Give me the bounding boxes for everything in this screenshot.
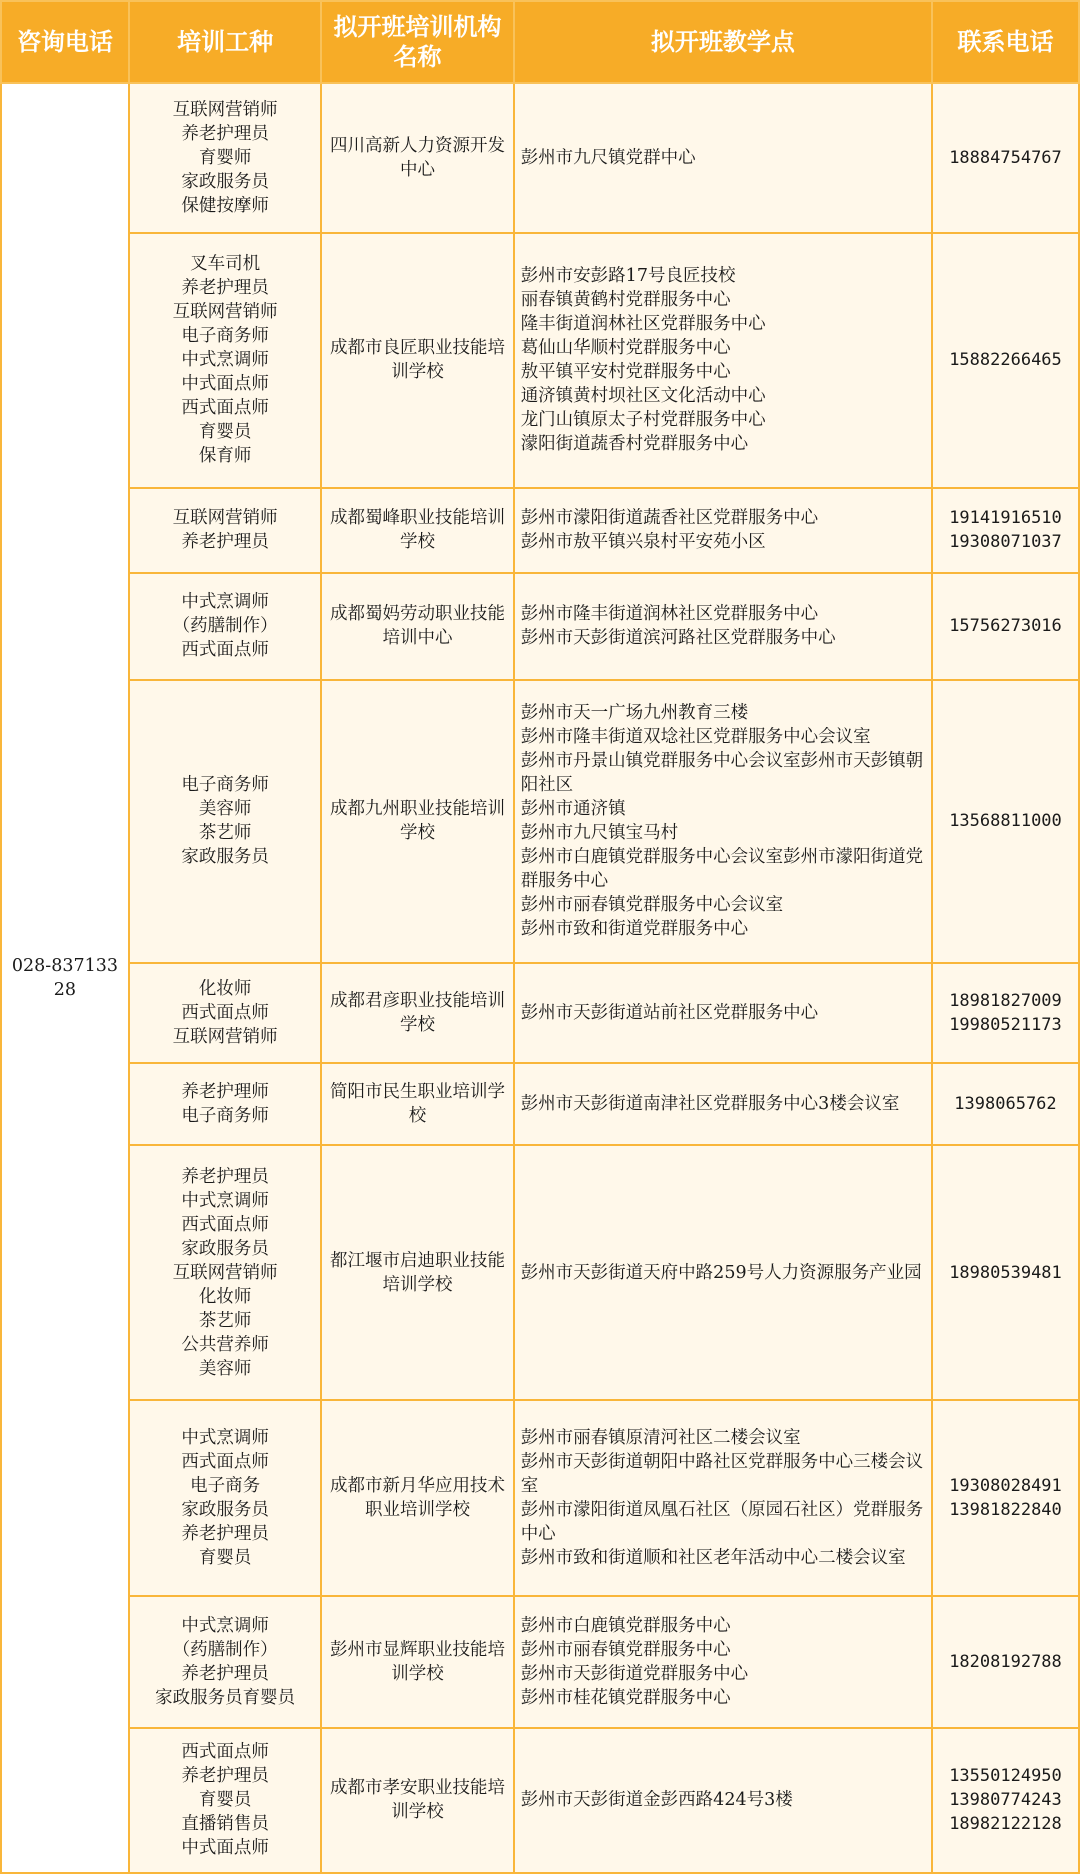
contact-phone: 18982122128 — [949, 1814, 1062, 1835]
trade-name: 养老护理员 — [181, 1663, 269, 1684]
trade-name: 茶艺师 — [198, 1310, 252, 1331]
site-address: 彭州市天彭街道朝阳中路社区党群服务中心三楼会议室 — [520, 1451, 924, 1496]
trade-name: 育婴师 — [198, 147, 252, 168]
table-row — [1, 233, 1079, 488]
header-org: 拟开班培训机构名称 — [321, 1, 513, 83]
trade-name: 互联网营销师 — [172, 508, 278, 529]
table-row — [1, 573, 1079, 679]
site-address: 彭州市天一广场九州教育三楼 — [520, 703, 749, 724]
trade-name: 互联网营销师 — [172, 1262, 278, 1283]
site-address: 彭州市丽春镇党群服务中心会议室 — [520, 895, 784, 916]
phone-cell — [932, 963, 1079, 1064]
header-trade: 培训工种 — [129, 1, 321, 83]
phone-cell — [932, 1596, 1079, 1728]
trade-cell — [129, 488, 321, 573]
trade-name: 中式烹调师 — [181, 1427, 269, 1448]
trade-name: 电子商务师 — [181, 326, 269, 347]
consult-phone: 028-83713328 — [11, 956, 118, 1000]
org-name: 彭州市显辉职业技能培训学校 — [321, 1596, 513, 1728]
trade-name: 家政服务员 — [181, 847, 269, 868]
trade-cell — [129, 233, 321, 488]
site-cell — [514, 963, 932, 1064]
trade-name: 公共营养师 — [181, 1334, 269, 1355]
trade-name: 中式烹调师 — [181, 592, 269, 613]
trade-cell — [129, 83, 321, 233]
site-address: 彭州市安彭路17号良匠技校 — [520, 266, 736, 287]
contact-phone: 19980521173 — [949, 1015, 1062, 1036]
trade-name: 西式面点师 — [181, 1451, 269, 1472]
site-address: 彭州市致和街道顺和社区老年活动中心二楼会议室 — [520, 1547, 906, 1568]
trade-name: 直播销售员 — [181, 1814, 269, 1835]
site-cell — [514, 83, 932, 233]
trade-name: 电子商务师 — [181, 1106, 269, 1127]
site-cell — [514, 680, 932, 963]
trade-name: 中式面点师 — [181, 374, 269, 395]
site-address: 彭州市敖平镇兴泉村平安苑小区 — [520, 532, 766, 553]
trade-name: （药膳制作） — [172, 1639, 278, 1660]
site-address: 彭州市致和街道党群服务中心 — [520, 919, 749, 940]
table-row — [1, 963, 1079, 1064]
header-site: 拟开班教学点 — [514, 1, 932, 83]
site-address: 彭州市通济镇 — [520, 799, 626, 820]
site-address: 丽春镇黄鹤村党群服务中心 — [520, 290, 731, 311]
trade-name: 育婴员 — [198, 1547, 252, 1568]
org-name: 成都市新月华应用技术职业培训学校 — [321, 1400, 513, 1595]
site-address: 彭州市天彭街道金彭西路424号3楼 — [520, 1790, 793, 1811]
phone-cell — [932, 1400, 1079, 1595]
org-name: 四川高新人力资源开发中心 — [321, 83, 513, 233]
contact-phone: 15756273016 — [949, 616, 1062, 637]
trade-name: 电子商务 — [190, 1475, 261, 1496]
site-cell — [514, 1728, 932, 1873]
site-cell — [514, 233, 932, 488]
trade-cell — [129, 1063, 321, 1145]
org-name: 成都君彦职业技能培训学校 — [321, 963, 513, 1064]
trade-name: 养老护理员 — [181, 532, 269, 553]
trade-name: 养老护理员 — [181, 278, 269, 299]
site-cell — [514, 1063, 932, 1145]
trade-name: 保健按摩师 — [181, 195, 269, 216]
site-cell — [514, 573, 932, 679]
site-cell — [514, 1596, 932, 1728]
trade-name: 化妆师 — [198, 979, 252, 1000]
site-address: 彭州市白鹿镇党群服务中心 — [520, 1615, 731, 1636]
trade-cell — [129, 680, 321, 963]
consult-phone-cell — [1, 83, 129, 1873]
contact-phone: 13980774243 — [949, 1790, 1062, 1811]
trade-name: 叉车司机 — [190, 254, 261, 275]
site-address: 彭州市隆丰街道润林社区党群服务中心 — [520, 604, 819, 625]
site-address: 彭州市九尺镇宝马村 — [520, 823, 679, 844]
phone-cell — [932, 1145, 1079, 1400]
trade-name: 西式面点师 — [181, 398, 269, 419]
table-row — [1, 680, 1079, 963]
trade-cell — [129, 573, 321, 679]
table-row — [1, 1145, 1079, 1400]
trade-cell — [129, 1400, 321, 1595]
trade-name: 茶艺师 — [198, 823, 252, 844]
trade-cell — [129, 963, 321, 1064]
trade-name: 美容师 — [198, 799, 252, 820]
site-address: 通济镇黄村坝社区文化活动中心 — [520, 386, 766, 407]
phone-cell — [932, 233, 1079, 488]
contact-phone: 18884754767 — [949, 147, 1062, 168]
table-body — [1, 83, 1079, 1873]
org-name: 成都市良匠职业技能培训学校 — [321, 233, 513, 488]
contact-phone: 15882266465 — [949, 350, 1062, 371]
site-address: 彭州市天彭街道滨河路社区党群服务中心 — [520, 628, 836, 649]
org-name: 成都市孝安职业技能培训学校 — [321, 1728, 513, 1873]
trade-name: 养老护理师 — [181, 1082, 269, 1103]
trade-name: 电子商务师 — [181, 775, 269, 796]
contact-phone: 19308028491 — [949, 1475, 1062, 1496]
contact-phone: 13981822840 — [949, 1499, 1062, 1520]
trade-name: 家政服务员育婴员 — [155, 1687, 296, 1708]
phone-cell — [932, 1063, 1079, 1145]
phone-cell — [932, 573, 1079, 679]
trade-name: 养老护理员 — [181, 123, 269, 144]
contact-phone: 1398065762 — [954, 1094, 1057, 1115]
org-name: 成都蜀峰职业技能培训学校 — [321, 488, 513, 573]
trade-name: （药膳制作） — [172, 616, 278, 637]
contact-phone: 18981827009 — [949, 991, 1062, 1012]
site-cell — [514, 1400, 932, 1595]
trade-name: 西式面点师 — [181, 1003, 269, 1024]
phone-cell — [932, 1728, 1079, 1873]
trade-cell — [129, 1728, 321, 1873]
trade-name: 互联网营销师 — [172, 1027, 278, 1048]
table-row — [1, 488, 1079, 573]
trade-name: 养老护理员 — [181, 1166, 269, 1187]
trade-name: 化妆师 — [198, 1286, 252, 1307]
phone-cell — [932, 680, 1079, 963]
header-row — [1, 1, 1079, 83]
site-address: 彭州市桂花镇党群服务中心 — [520, 1687, 731, 1708]
site-address: 葛仙山华顺村党群服务中心 — [520, 338, 731, 359]
site-address: 彭州市天彭街道天府中路259号人力资源服务产业园 — [520, 1262, 922, 1283]
site-cell — [514, 488, 932, 573]
trade-name: 西式面点师 — [181, 640, 269, 661]
header-phone: 联系电话 — [932, 1, 1079, 83]
trade-name: 西式面点师 — [181, 1214, 269, 1235]
site-address: 彭州市丹景山镇党群服务中心会议室彭州市天彭镇朝阳社区 — [520, 751, 924, 796]
trade-name: 西式面点师 — [181, 1742, 269, 1763]
site-address: 彭州市天彭街道站前社区党群服务中心 — [520, 1003, 819, 1024]
trade-name: 家政服务员 — [181, 1499, 269, 1520]
trade-name: 育婴员 — [198, 422, 252, 443]
org-name: 简阳市民生职业培训学校 — [321, 1063, 513, 1145]
trade-name: 中式面点师 — [181, 1838, 269, 1859]
contact-phone: 18208192788 — [949, 1651, 1062, 1672]
site-address: 彭州市白鹿镇党群服务中心会议室彭州市濛阳街道党群服务中心 — [520, 847, 924, 892]
trade-cell — [129, 1596, 321, 1728]
site-address: 彭州市天彭街道南津社区党群服务中心3楼会议室 — [520, 1094, 900, 1115]
contact-phone: 13550124950 — [949, 1766, 1062, 1787]
contact-phone: 19141916510 — [949, 508, 1062, 529]
trade-name: 家政服务员 — [181, 171, 269, 192]
site-address: 彭州市隆丰街道双埝社区党群服务中心会议室 — [520, 727, 871, 748]
site-address: 彭州市丽春镇原清河社区二楼会议室 — [520, 1427, 801, 1448]
trade-name: 中式烹调师 — [181, 1615, 269, 1636]
contact-phone: 19308071037 — [949, 532, 1062, 553]
trade-name: 中式烹调师 — [181, 1190, 269, 1211]
site-address: 濛阳街道蔬香村党群服务中心 — [520, 434, 749, 455]
table-row — [1, 83, 1079, 233]
phone-cell — [932, 83, 1079, 233]
org-name: 都江堰市启迪职业技能培训学校 — [321, 1145, 513, 1400]
site-address: 彭州市濛阳街道凤凰石社区（原园石社区）党群服务中心 — [520, 1499, 924, 1544]
site-address: 彭州市天彭街道党群服务中心 — [520, 1663, 749, 1684]
trade-name: 养老护理员 — [181, 1523, 269, 1544]
org-name: 成都蜀妈劳动职业技能培训中心 — [321, 573, 513, 679]
contact-phone: 13568811000 — [949, 811, 1062, 832]
header-consult-phone: 咨询电话 — [1, 1, 129, 83]
table-row — [1, 1063, 1079, 1145]
org-name: 成都九州职业技能培训学校 — [321, 680, 513, 963]
site-address: 彭州市九尺镇党群中心 — [520, 147, 696, 168]
trade-cell — [129, 1145, 321, 1400]
trade-name: 美容师 — [198, 1358, 252, 1379]
trade-name: 养老护理员 — [181, 1766, 269, 1787]
contact-phone: 18980539481 — [949, 1262, 1062, 1283]
trade-name: 保育师 — [198, 446, 252, 467]
table-row — [1, 1596, 1079, 1728]
trade-name: 互联网营销师 — [172, 302, 278, 323]
site-address: 彭州市濛阳街道蔬香社区党群服务中心 — [520, 508, 819, 529]
trade-name: 育婴员 — [198, 1790, 252, 1811]
trade-name: 家政服务员 — [181, 1238, 269, 1259]
table-row — [1, 1728, 1079, 1873]
table-row — [1, 1400, 1079, 1595]
trade-name: 互联网营销师 — [172, 99, 278, 120]
site-address: 彭州市丽春镇党群服务中心 — [520, 1639, 731, 1660]
phone-cell — [932, 488, 1079, 573]
site-address: 龙门山镇原太子村党群服务中心 — [520, 410, 766, 431]
site-address: 敖平镇平安村党群服务中心 — [520, 362, 731, 383]
site-cell — [514, 1145, 932, 1400]
trade-name: 中式烹调师 — [181, 350, 269, 371]
site-address: 隆丰街道润林社区党群服务中心 — [520, 314, 766, 335]
